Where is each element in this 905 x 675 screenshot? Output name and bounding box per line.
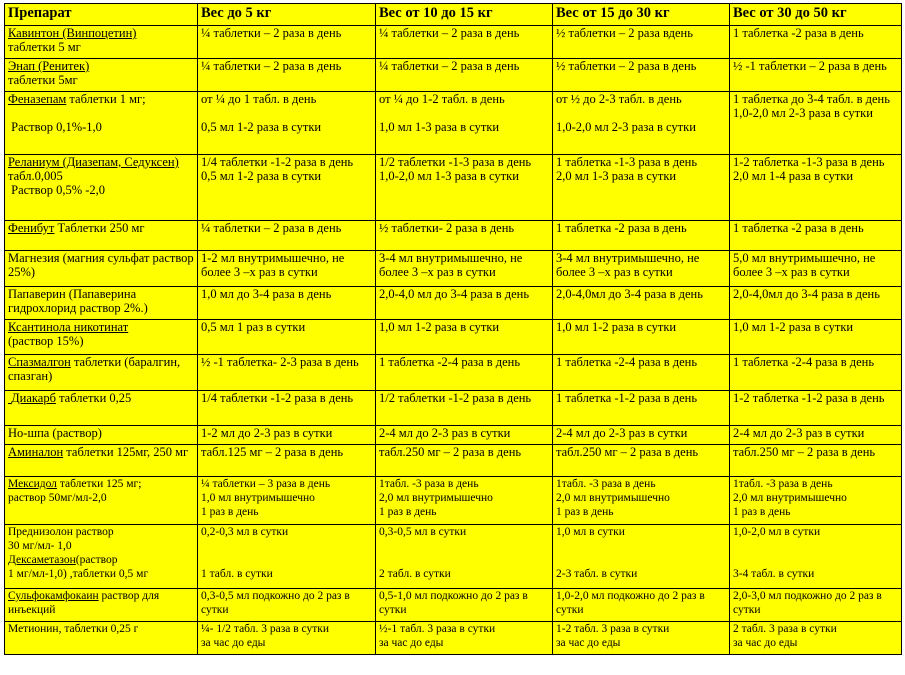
dose-cell [198, 287, 376, 320]
dose-cell [730, 320, 902, 355]
dose-cell [198, 622, 376, 655]
dose-line: 2,0 мл 1-4 раза в сутки [733, 169, 854, 183]
dose-cell [730, 26, 902, 59]
dose-cell [376, 391, 553, 426]
dose-cell [198, 445, 376, 477]
dose-cell [553, 445, 730, 477]
dose-cell [553, 155, 730, 221]
dose-cell [376, 622, 553, 655]
dose-cell [198, 92, 376, 155]
dose-cell [730, 525, 902, 589]
dose-line: 1-2 табл. 3 раза в сутки [556, 623, 670, 635]
drug-form: (раствор [75, 554, 118, 566]
dose-cell [553, 477, 730, 525]
dose-line: 1-2 мл внутримышечно, не более 3 –х раз в сутки [201, 251, 348, 279]
drug-form: Но-шпа (раствор) [8, 426, 102, 440]
dose-cell [376, 26, 553, 59]
dose-cell [730, 251, 902, 287]
table-row [5, 589, 902, 622]
dose-line: за час до еды [379, 637, 444, 649]
drug-line [8, 391, 194, 405]
dose-line: 2,0-4,0мл до 3-4 раза в день [556, 287, 703, 301]
drug-cell [5, 59, 198, 92]
dose-cell [376, 445, 553, 477]
dose-line: 1-2 мл до 2-3 раз в сутки [201, 426, 333, 440]
dose-line: 2,0 мл внутримышечно [733, 492, 847, 504]
dose-line: 1/4 таблетки -1-2 раза в день [201, 155, 354, 169]
header-weight-10-15: Вес от 10 до 15 кг [376, 4, 553, 26]
dose-line: табл.250 мг – 2 раза в день [379, 445, 522, 459]
drug-name: Феназепам [8, 92, 67, 106]
dose-line: 1 таблетка -2 раза в день [733, 221, 864, 235]
dose-cell [553, 355, 730, 391]
dose-cell [198, 525, 376, 589]
dose-cell [198, 320, 376, 355]
dose-cell [553, 589, 730, 622]
drug-line [8, 491, 194, 505]
dose-line: 0,5 мл 1 раз в сутки [201, 320, 306, 334]
dose-cell [198, 26, 376, 59]
drug-cell [5, 355, 198, 391]
dose-line: 1 раз в день [556, 506, 614, 518]
drug-name: Ксантинола никотинат [8, 320, 129, 334]
dose-cell [198, 391, 376, 426]
drug-name: Фенибут [8, 221, 55, 235]
drug-form: Магнезия (магния сульфат раствор 25%) [8, 251, 197, 279]
dose-line: 1табл. -3 раза в день [556, 478, 656, 490]
table-row [5, 26, 902, 59]
dose-line: 0,5-1,0 мл подкожно до 2 раз в сутки [379, 590, 531, 616]
drug-line [8, 183, 194, 197]
drug-line [8, 355, 194, 383]
dose-line: 1табл. -3 раза в день [379, 478, 479, 490]
drug-line [8, 221, 194, 235]
dose-line: ½ таблетки- 2 раза в день [379, 221, 515, 235]
dose-cell [376, 525, 553, 589]
drug-line [8, 40, 194, 54]
drug-line [8, 589, 194, 617]
dose-line [379, 539, 549, 553]
dose-line: 1 раз в день [379, 506, 437, 518]
dose-line: 3-4 табл. в сутки [733, 568, 815, 580]
dose-line: 0,3-0,5 мл в сутки [379, 526, 467, 538]
drug-form: табл.0,005 [8, 155, 182, 183]
drug-form: таблетки 125 мг; [56, 478, 142, 490]
dose-cell [198, 426, 376, 445]
table-row [5, 155, 902, 221]
drug-line [8, 73, 194, 87]
dose-line: ½ -1 таблетка- 2-3 раза в день [201, 355, 359, 369]
table-row [5, 525, 902, 589]
dose-line [201, 106, 372, 120]
drug-name: Мексидол [8, 478, 57, 490]
dose-line: 3-4 мл внутримышечно, не более 3 –х раз в сутки [556, 251, 703, 279]
table-body [5, 26, 902, 655]
dose-line: 2-3 табл. в сутки [556, 568, 638, 580]
table-row [5, 426, 902, 445]
dose-cell [553, 92, 730, 155]
dose-line: 1,0-2,0 мл в сутки [733, 526, 821, 538]
drug-name: Диакарб [8, 391, 56, 405]
drug-form: Раствор 0,1%-1,0 [8, 120, 102, 134]
drug-form: Раствор 0,5% -2,0 [8, 183, 106, 197]
table-row [5, 391, 902, 426]
drug-name: Сульфокамфокаин [8, 590, 99, 602]
dose-cell [730, 589, 902, 622]
dose-line [556, 539, 726, 553]
dose-cell [730, 622, 902, 655]
dose-line: 1 таблетка до 3-4 табл. в день [733, 92, 890, 106]
dose-line: 1,0 мл 1-2 раза в сутки [556, 320, 677, 334]
dose-line: за час до еды [201, 637, 266, 649]
header-row [5, 4, 902, 26]
drug-line [8, 445, 194, 459]
dose-line: 1 раз в день [201, 506, 259, 518]
dose-line: ½ таблетки – 2 раза в день [556, 59, 697, 73]
dose-cell [376, 59, 553, 92]
dose-line: 2,0-4,0 мл до 3-4 раза в день [379, 287, 530, 301]
dose-cell [730, 477, 902, 525]
dose-line: 1/4 таблетки -1-2 раза в день [201, 391, 354, 405]
dose-line [201, 539, 372, 553]
dosage-table [4, 3, 902, 655]
dose-line: 1,0-2,0 мл подкожно до 2 раз в сутки [556, 590, 708, 616]
table-row [5, 445, 902, 477]
header-weight-5: Вес до 5 кг [198, 4, 376, 26]
dose-line: 1,0-2,0 мл 2-3 раза в сутки [556, 120, 696, 134]
dose-line [379, 553, 549, 567]
dose-line: ½ таблетки – 2 раза вдень [556, 26, 693, 40]
dose-line: 0,5 мл 1-2 раза в сутки [201, 169, 322, 183]
dose-cell [198, 59, 376, 92]
dose-line: 1табл. -3 раза в день [733, 478, 833, 490]
dose-cell [553, 26, 730, 59]
dose-cell [376, 251, 553, 287]
drug-cell [5, 221, 198, 251]
dose-cell [376, 589, 553, 622]
header-drug: Препарат [5, 4, 198, 26]
dose-cell [730, 59, 902, 92]
dose-line: 1-2 таблетка -1-3 раза в день [733, 155, 885, 169]
drug-form: таблетки 1 мг; [66, 92, 146, 106]
dose-line: 1 табл. в сутки [201, 568, 273, 580]
dose-line: 3-4 мл внутримышечно, не более 3 –х раз в сутки [379, 251, 526, 279]
dose-cell [198, 155, 376, 221]
dose-cell [730, 287, 902, 320]
dose-line: 2-4 мл до 2-3 раз в сутки [379, 426, 511, 440]
dose-cell [553, 287, 730, 320]
dose-line: 1/2 таблетки -1-3 раза в день [379, 155, 532, 169]
drug-cell [5, 26, 198, 59]
dose-line: 2-4 мл до 2-3 раз в сутки [556, 426, 688, 440]
dose-line: от ¼ до 1-2 табл. в день [379, 92, 505, 106]
dose-line: ¼ таблетки – 2 раза в день [379, 26, 520, 40]
drug-line [8, 525, 194, 539]
dose-line: за час до еды [733, 637, 798, 649]
dose-line: 1,0 мл 1-2 раза в сутки [379, 320, 500, 334]
drug-cell [5, 92, 198, 155]
dose-cell [553, 251, 730, 287]
dose-cell [376, 477, 553, 525]
drug-cell [5, 445, 198, 477]
dose-cell [376, 320, 553, 355]
dose-line: ¼ таблетки – 2 раза в день [201, 59, 342, 73]
drug-name: Спазмалгон [8, 355, 71, 369]
dose-cell [376, 221, 553, 251]
drug-line [8, 334, 194, 348]
table-row [5, 622, 902, 655]
dose-cell [198, 251, 376, 287]
drug-cell [5, 251, 198, 287]
dose-line: 1 таблетка -2 раза в день [556, 221, 687, 235]
dose-line: 2,0 мл внутримышечно [379, 492, 493, 504]
dose-line: 1 таблетка -1-3 раза в день [556, 155, 698, 169]
dose-cell [376, 426, 553, 445]
dose-cell [553, 426, 730, 445]
table-row [5, 320, 902, 355]
dose-cell [730, 355, 902, 391]
dose-line: 1/2 таблетки -1-2 раза в день [379, 391, 532, 405]
dose-line: от ¼ до 1 табл. в день [201, 92, 317, 106]
table-row [5, 477, 902, 525]
dose-cell [198, 355, 376, 391]
dose-line: 1 таблетка -2-4 раза в день [556, 355, 698, 369]
drug-cell [5, 525, 198, 589]
header-weight-30-50: Вес от 30 до 50 кг [730, 4, 902, 26]
dose-line: 1 таблетка -2-4 раза в день [733, 355, 875, 369]
dose-line: 0,5 мл 1-2 раза в сутки [201, 120, 322, 134]
dose-line: табл.250 мг – 2 раза в день [556, 445, 699, 459]
dose-line: 2,0 мл внутримышечно [556, 492, 670, 504]
dose-line: 1 таблетка -2-4 раза в день [379, 355, 521, 369]
dose-line: ¼- 1/2 табл. 3 раза в сутки [201, 623, 329, 635]
dose-cell [198, 589, 376, 622]
dose-line: 1,0-2,0 мл 2-3 раза в сутки [733, 106, 873, 120]
drug-form: таблетки 5 мг [8, 40, 81, 54]
dose-cell [376, 155, 553, 221]
dose-cell [730, 92, 902, 155]
drug-cell [5, 391, 198, 426]
dose-line: 1,0 мл 1-2 раза в сутки [733, 320, 854, 334]
drug-form: Таблетки 250 мг [54, 221, 145, 235]
dose-cell [730, 426, 902, 445]
dose-line: 5,0 мл внутримышечно, не более 3 –х раз в сутки [733, 251, 879, 279]
dose-line: 1 таблетка -1-2 раза в день [556, 391, 698, 405]
drug-form: таблетки 5мг [8, 73, 78, 87]
dose-cell [730, 155, 902, 221]
dose-line [733, 553, 898, 567]
dose-cell [730, 445, 902, 477]
dose-line: 2 табл. в сутки [379, 568, 451, 580]
drug-line [8, 567, 194, 581]
dose-cell [553, 59, 730, 92]
dose-cell [553, 525, 730, 589]
drug-form: (раствор 15%) [8, 334, 84, 348]
drug-cell [5, 320, 198, 355]
drug-line [8, 59, 194, 73]
dose-line: 1-2 таблетка -1-2 раза в день [733, 391, 885, 405]
drug-cell [5, 287, 198, 320]
dose-line: ¼ таблетки – 2 раза в день [201, 221, 342, 235]
drug-cell [5, 426, 198, 445]
dose-line: 0,3-0,5 мл подкожно до 2 раз в сутки [201, 590, 353, 616]
drug-form: 30 мг/мл- 1,0 [8, 540, 72, 552]
dose-line: 0,2-0,3 мл в сутки [201, 526, 289, 538]
table-row [5, 251, 902, 287]
dose-cell [730, 221, 902, 251]
drug-line [8, 426, 194, 440]
drug-cell [5, 589, 198, 622]
dose-line: за час до еды [556, 637, 621, 649]
drug-name: Кавинтон (Винпоцетин) [8, 26, 137, 40]
dose-line: ½-1 табл. 3 раза в сутки [379, 623, 496, 635]
dose-line [379, 106, 549, 120]
drug-name: Дексаметазон [8, 554, 76, 566]
dose-line: 2,0-3,0 мл подкожно до 2 раз в сутки [733, 590, 885, 616]
dose-cell [376, 355, 553, 391]
dose-cell [553, 391, 730, 426]
drug-form: Метионин, таблетки 0,25 г [8, 623, 139, 635]
drug-line [8, 26, 194, 40]
dose-cell [553, 221, 730, 251]
dose-line: ¼ таблетки – 2 раза в день [201, 26, 342, 40]
dose-line: 2,0-4,0мл до 3-4 раза в день [733, 287, 880, 301]
table-row [5, 355, 902, 391]
dose-cell [730, 391, 902, 426]
dose-line: 1,0 мл внутримышечно [201, 492, 315, 504]
table-row [5, 92, 902, 155]
dose-cell [198, 221, 376, 251]
drug-form: раствор 50мг/мл-2,0 [8, 492, 107, 504]
dose-line: 1 раз в день [733, 506, 791, 518]
drug-name: Аминалон [8, 445, 64, 459]
drug-line [8, 622, 194, 636]
dose-cell [376, 287, 553, 320]
drug-form: таблетки 0,25 [55, 391, 132, 405]
dose-line: 1,0-2,0 мл 1-3 раза в сутки [379, 169, 519, 183]
drug-cell [5, 155, 198, 221]
drug-form: Папаверин (Папаверина гидрохлорид раствор 2%.) [8, 287, 148, 315]
dose-line: 1 таблетка -2 раза в день [733, 26, 864, 40]
dose-line: 2,0 мл 1-3 раза в сутки [556, 169, 677, 183]
dose-line [556, 553, 726, 567]
dose-line: ¼ таблетки – 2 раза в день [379, 59, 520, 73]
dose-line: от ½ до 2-3 табл. в день [556, 92, 682, 106]
dose-cell [198, 477, 376, 525]
drug-line [8, 539, 194, 553]
drug-line [8, 320, 194, 334]
dose-line: табл.250 мг – 2 раза в день [733, 445, 876, 459]
dose-line: табл.125 мг – 2 раза в день [201, 445, 344, 459]
drug-form: раствор для инъекций [8, 590, 162, 616]
drug-line [8, 251, 197, 279]
drug-line [8, 92, 194, 106]
header-weight-15-30: Вес от 15 до 30 кг [553, 4, 730, 26]
dose-line: 1,0 мл 1-3 раза в сутки [379, 120, 500, 134]
dose-line [556, 106, 726, 120]
dose-line: ¼ таблетки – 3 раза в день [201, 478, 331, 490]
drug-name: Реланиум (Диазепам, Седуксен) [8, 155, 179, 169]
dose-cell [376, 92, 553, 155]
drug-cell [5, 477, 198, 525]
dose-line [733, 539, 898, 553]
drug-form: 1 мг/мл-1,0) ,таблетки 0,5 мг [8, 568, 149, 580]
table-row [5, 287, 902, 320]
drug-form: Преднизолон раствор [8, 526, 114, 538]
drug-line [8, 155, 194, 183]
drug-line [8, 477, 194, 491]
drug-cell [5, 622, 198, 655]
dose-line [201, 553, 372, 567]
drug-line [8, 553, 194, 567]
drug-name: Энап (Ренитек) [8, 59, 90, 73]
drug-form: таблетки (баралгин, спазган) [8, 355, 184, 383]
drug-line [8, 287, 194, 315]
dose-line: 1,0 мл до 3-4 раза в день [201, 287, 332, 301]
drug-line [8, 120, 194, 134]
dose-line: 2 табл. 3 раза в сутки [733, 623, 837, 635]
table-row [5, 59, 902, 92]
table-row [5, 221, 902, 251]
dose-cell [553, 320, 730, 355]
drug-form: таблетки 125мг, 250 мг [63, 445, 189, 459]
dose-line: 2-4 мл до 2-3 раз в сутки [733, 426, 865, 440]
drug-line [8, 106, 194, 120]
dose-line: ½ -1 таблетки – 2 раза в день [733, 59, 887, 73]
dose-line: 1,0 мл в сутки [556, 526, 625, 538]
dose-cell [553, 622, 730, 655]
